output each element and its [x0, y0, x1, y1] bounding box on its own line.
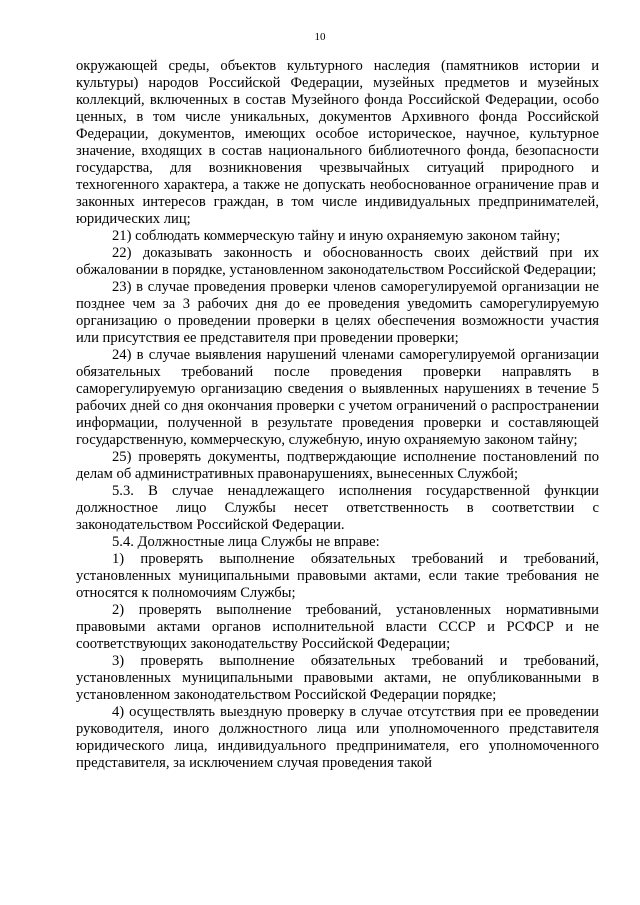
paragraph-item-23: 23) в случае проведения проверки членов саморегулируемой организации не позднее чем за 3 рабочих дня до ее проведения уведомить саморегулируемую организацию о проведении проверки в целях обеспечения возможности участия или присутствия ее представителя при проведении проверки;	[76, 279, 599, 346]
paragraph-prohibition-2: 2) проверять выполнение требований, установленных нормативными правовыми актами органов исполнительной власти СССР и РСФСР и не соответствующих законодательству Российской Федерации;	[76, 602, 599, 652]
paragraph-item-22: 22) доказывать законность и обоснованность своих действий при их обжаловании в порядке, установленном законодательством Российской Федерации;	[76, 245, 599, 278]
paragraph-prohibition-1: 1) проверять выполнение обязательных требований и требований, установленных муниципальными правовыми актами, если такие требования не относятся к полномочиям Службы;	[76, 551, 599, 601]
page-number: 10	[314, 31, 326, 43]
document-body	[76, 58, 599, 772]
paragraph-section-5-4: 5.4. Должностные лица Службы не вправе:	[112, 534, 380, 550]
paragraph-item-25: 25) проверять документы, подтверждающие исполнение постановлений по делам об административных правонарушениях, вынесенных Службой;	[76, 449, 599, 482]
paragraph-prohibition-4: 4) осуществлять выездную проверку в случае отсутствия при ее проведении руководителя, иного должностного лица или уполномоченного представителя юридического лица, индивидуального предпринимателя, его уполномоченного представителя, за исключением случая проведения такой	[76, 704, 599, 771]
paragraph-item-21: 21) соблюдать коммерческую тайну и иную охраняемую законом тайну;	[112, 228, 561, 244]
paragraph-section-5-3: 5.3. В случае ненадлежащего исполнения государственной функции должностное лицо Службы несет ответственность в соответствии с законодательством Российской Федерации.	[76, 483, 599, 533]
paragraph-item-24: 24) в случае выявления нарушений членами саморегулируемой организации обязательных требований после проведения проверки направлять в саморегулируемую организацию сведения о выявленных нарушениях в течение 5 рабочих дней со дня окончания проверки с учетом ограничений о распространении информации, полученной в результате проведения проверки и составляющей государственную, коммерческую, служебную, иную охраняемую законом тайну;	[76, 347, 599, 448]
paragraph-continuation: окружающей среды, объектов культурного наследия (памятников истории и культуры) народов Российской Федерации, музейных предметов и музейных коллекций, включенных в состав Музейного фонда Российской Федерации, особо ценных, в том числе уникальных, документов Архивного фонда Российской Федерации, документов, имеющих особое историческое, научное, культурное значение, входящих в состав национального библиотечного фонда, безопасности государства, для возникновения чрезвычайных ситуаций природного и техногенного характера, а также не допускать необоснованное ограничение прав и законных интересов граждан, в том числе индивидуальных предпринимателей, юридических лиц;	[76, 58, 599, 227]
paragraph-prohibition-3: 3) проверять выполнение обязательных требований и требований, установленных муниципальными правовыми актами, не опубликованными в установленном законодательством Российской Федерации порядке;	[76, 653, 599, 703]
